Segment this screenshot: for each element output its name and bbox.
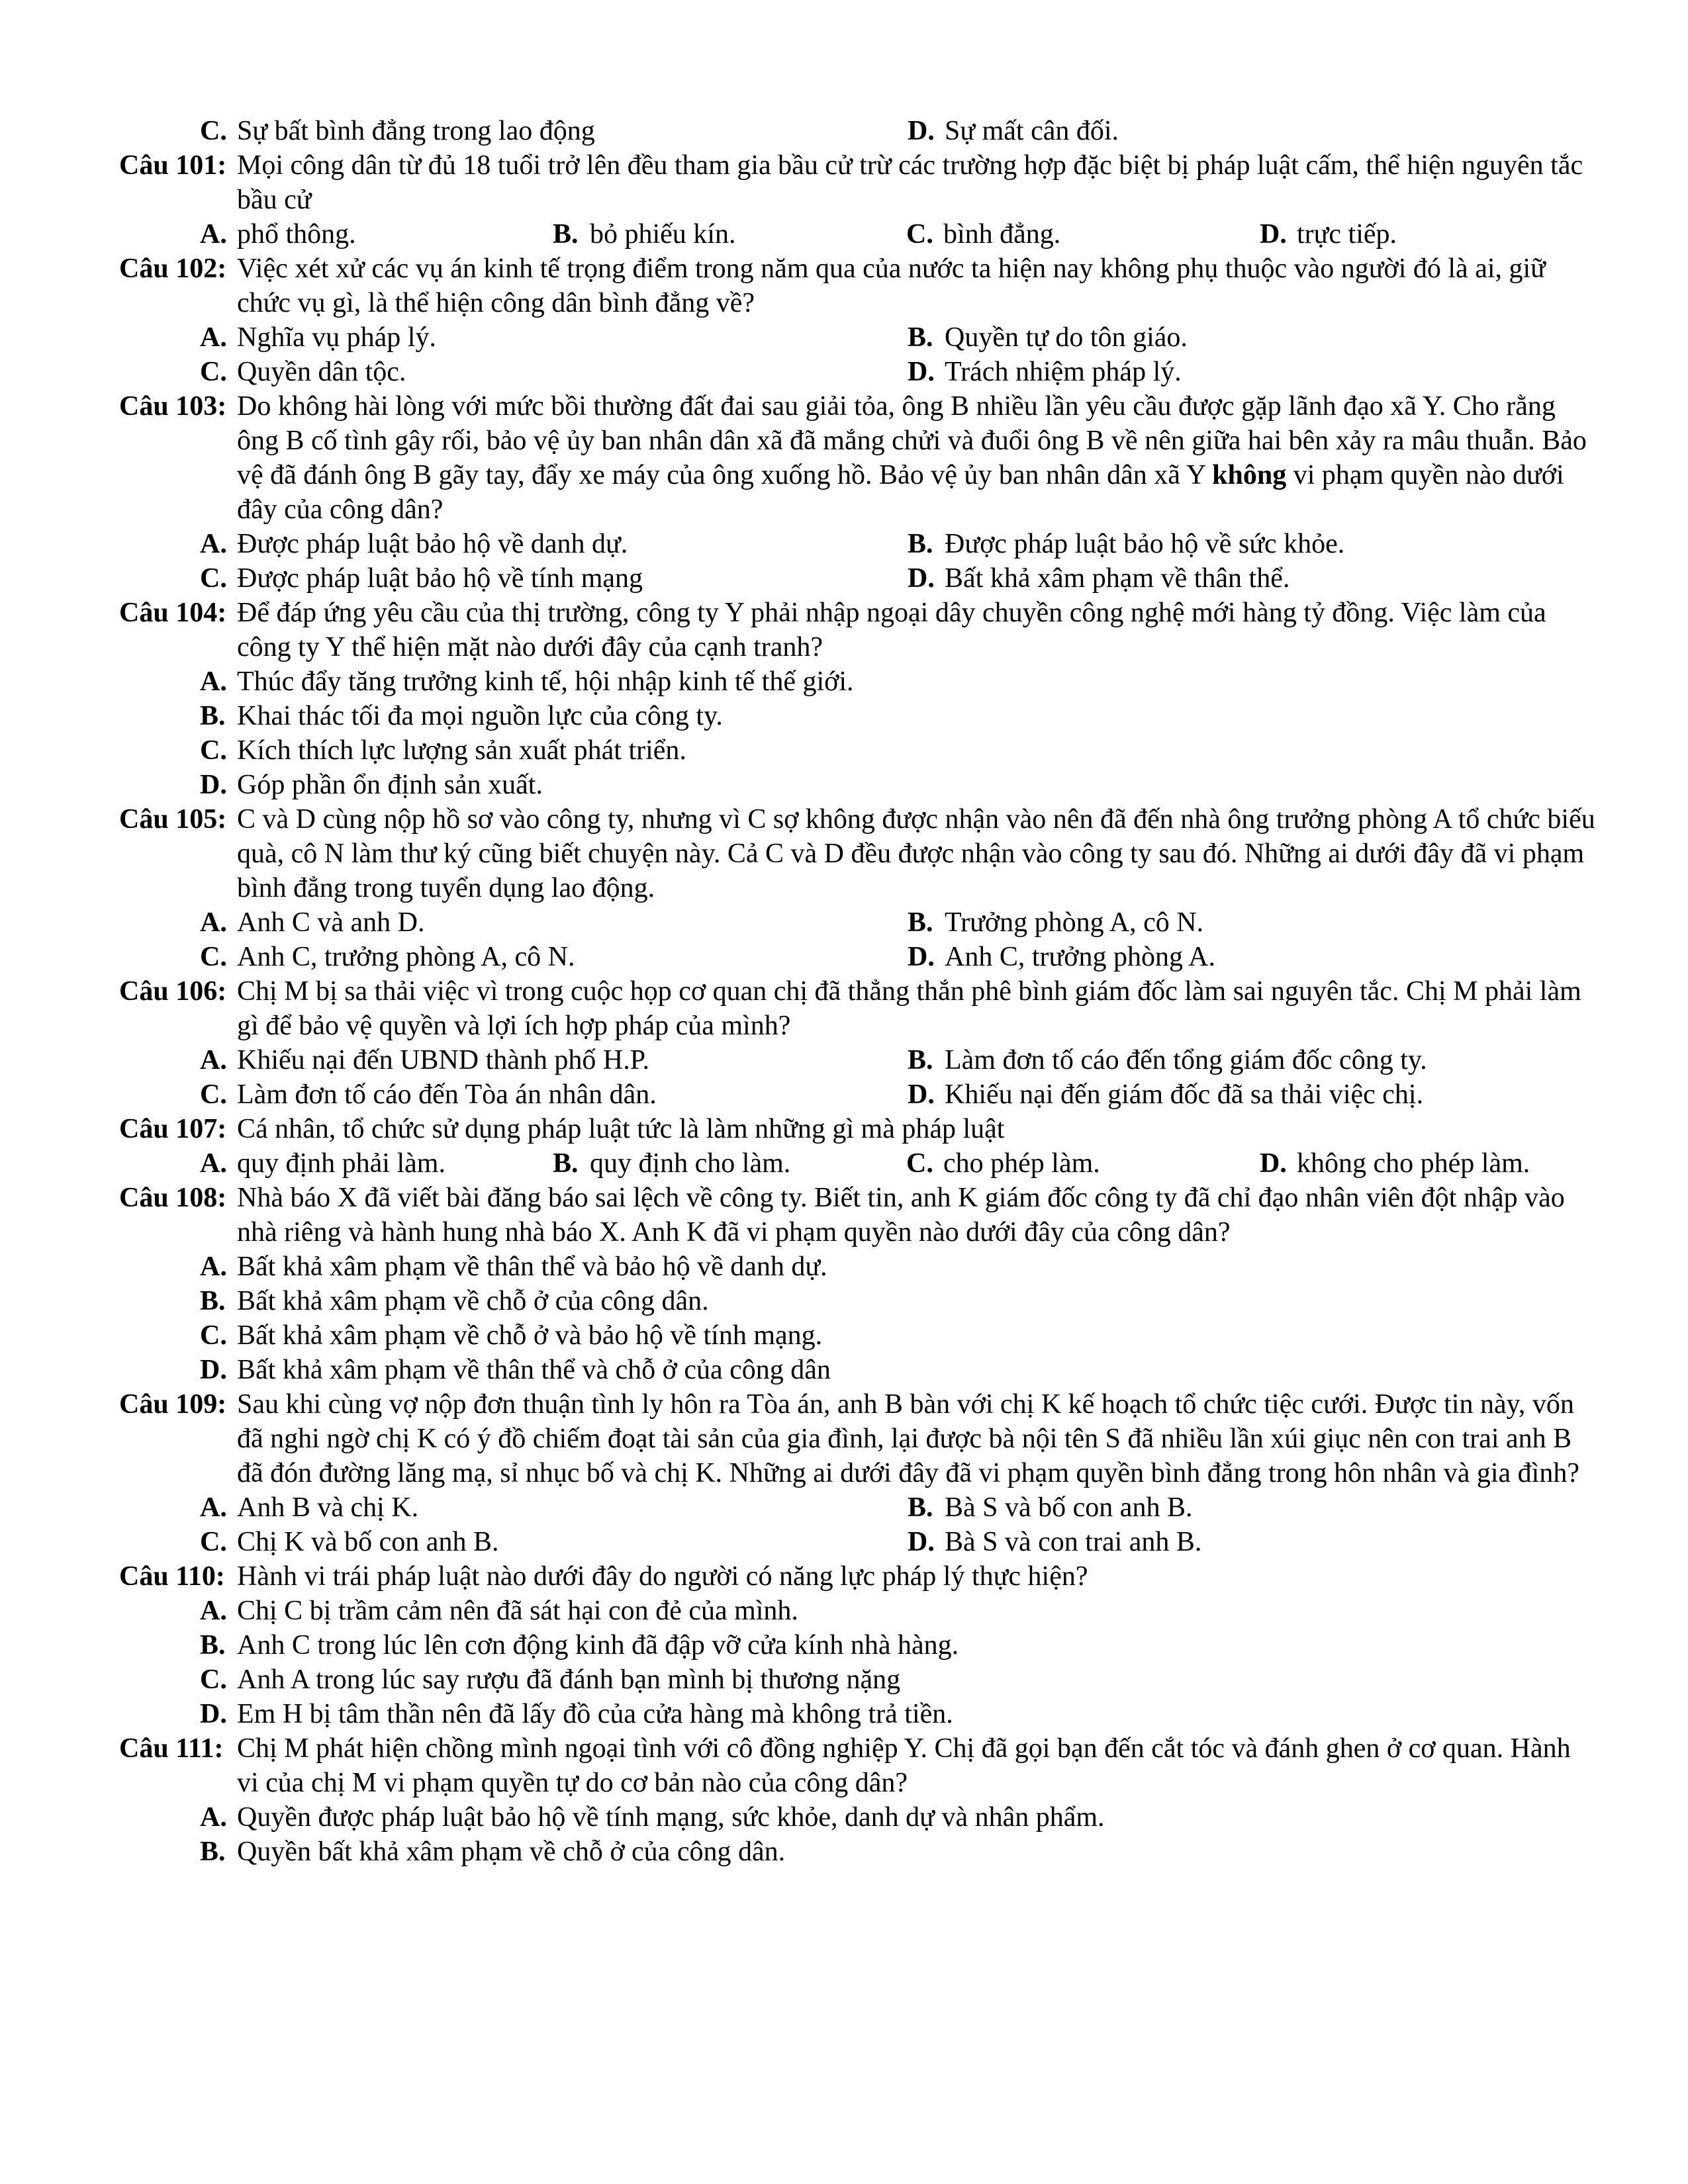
answer-option[interactable] [908,940,1615,974]
option-text: Bất khả xâm phạm về thân thể. [945,563,1290,594]
question [119,148,1595,217]
question-block [119,1731,1595,1869]
option-text: quy định cho làm. [590,1148,791,1179]
option-text: Quyền dân tộc. [237,357,406,387]
option-key: D. [908,357,935,387]
option-row [200,1043,1595,1077]
option-row [200,768,1595,802]
question-list [119,148,1595,1869]
option-row [200,320,1595,355]
option-text: Anh C trong lúc lên cơn động kinh đã đập vỡ cửa kính nhà hàng. [237,1630,959,1661]
question-number: Câu 101: [119,150,227,181]
option-text: Chị K và bố con anh B. [237,1527,499,1557]
answer-option[interactable] [200,561,908,596]
option-row [200,355,1595,389]
question-stem: Chị M bị sa thải việc vì trong cuộc họp cơ quan chị đã thẳng thắn phê bình giám đốc làm sai nguyên tắc. Chị M phải làm gì để bảo vệ quyền và lợi ích hợp pháp của mình? [237,976,1581,1041]
answer-option[interactable] [200,733,686,768]
question-stem: Cá nhân, tổ chức sử dụng pháp luật tức là làm những gì mà pháp luật [237,1114,1005,1144]
option-text: Chị C bị trầm cảm nên đã sát hại con đẻ của mình. [237,1596,798,1626]
option-row [200,1835,1595,1869]
option-d[interactable] [908,114,1615,148]
option-key: A. [200,1045,227,1075]
option-text: Quyền bất khả xâm phạm về chỗ ở của công dân. [237,1837,786,1867]
answer-option[interactable] [200,905,908,940]
question-text [237,1181,1595,1250]
question-block [119,596,1595,802]
option-text: Bất khả xâm phạm về chỗ ở và bảo hộ về tính mạng. [237,1320,823,1351]
question-number: Câu 107: [119,1114,227,1144]
question-block [119,1559,1595,1731]
option-text: Anh C, trưởng phòng A, cô N. [237,942,575,972]
option-key: D. [908,116,935,146]
option-text: cho phép làm. [943,1148,1100,1179]
option-key: A. [200,1148,227,1179]
option-key: C. [200,1527,227,1557]
option-text: Anh C và anh D. [237,907,425,938]
question-text [237,148,1595,217]
exam-page [119,114,1595,1869]
answer-option[interactable] [200,1628,959,1662]
option-key: B. [553,1148,579,1179]
option-text: Khiếu nại đến UBND thành phố H.P. [237,1045,649,1075]
option-key: C. [200,942,227,972]
question-number: Câu 106: [119,976,227,1007]
question-number: Câu 103: [119,391,227,422]
option-key: B. [908,1492,933,1523]
answer-option[interactable] [908,561,1615,596]
option-text: Quyền được pháp luật bảo hộ về tính mạng, sức khỏe, danh dự và nhân phẩm. [237,1802,1105,1833]
option-text: Góp phần ổn định sản xuất. [237,770,543,800]
option-row [200,1077,1595,1112]
answer-option[interactable] [200,1043,908,1077]
option-text: Bà S và con trai anh B. [945,1527,1202,1557]
carryover-options [200,114,1595,148]
answer-option[interactable] [553,217,906,251]
question [119,802,1595,905]
emphasis-word: không [1212,460,1287,490]
question-text [237,1112,1595,1146]
option-text: không cho phép làm. [1297,1148,1530,1179]
answer-options [200,1146,1595,1181]
answer-option[interactable] [200,320,908,355]
option-key: C. [906,1148,933,1179]
question-text [237,251,1595,320]
question-stem: C và D cùng nộp hồ sơ vào công ty, nhưng vì C sợ không được nhận vào nên đã đến nhà ông trưởng phòng A tổ chức biếu quà, cô N làm thư ký cũng biết chuyện này. Cả C và D đều được nhận vào công ty sau đó. Những ai dưới đây đã vi phạm bình đẳng trong tuyển dụng lao động. [237,804,1595,903]
question-text [237,1387,1595,1490]
question-number: Câu 111: [119,1733,224,1764]
answer-option[interactable] [200,1697,953,1731]
question [119,1731,1595,1800]
option-text: bình đẳng. [943,219,1061,250]
question-text [237,596,1595,664]
answer-option[interactable] [200,355,908,389]
option-text: Khiếu nại đến giám đốc đã sa thải việc chị. [945,1079,1424,1110]
option-row [200,1318,1595,1353]
answer-option[interactable] [200,527,908,561]
option-key: B. [908,322,933,353]
question-block [119,148,1595,251]
option-text: Anh B và chị K. [237,1492,419,1523]
option-text: Bất khả xâm phạm về thân thể và bảo hộ về danh dự. [237,1251,827,1282]
question-stem: Hành vi trái pháp luật nào dưới đây do người có năng lực pháp lý thực hiện? [237,1561,1088,1592]
question-text [237,974,1595,1043]
option-key: C. [906,219,933,250]
option-key: D. [200,1355,227,1385]
option-key: A. [200,1802,227,1833]
option-key: D. [200,770,227,800]
question-number: Câu 108: [119,1183,227,1213]
question-block [119,974,1595,1112]
option-key: B. [200,1837,226,1867]
option-text: Được pháp luật bảo hộ về danh dự. [237,529,628,559]
option-row [200,1697,1595,1731]
question-stem: Do không hài lòng với mức bồi thường đất đai sau giải tỏa, ông B nhiều lần yêu cầu được gặp lãnh đạo xã Y. Cho rằng ông B cố tình gây rối, bảo vệ ủy ban nhân dân xã đã mắng chửi và đuổi ông B về nên giữa hai bên xảy ra mâu thuẫn. Bảo vệ đã đánh ông B gãy tay, đẩy xe máy của ông xuống hồ. Bảo vệ ủy ban nhân dân xã Y [237,391,1587,490]
option-text: Sự bất bình đẳng trong lao động [237,116,595,146]
option-text: Làm đơn tố cáo đến Tòa án nhân dân. [237,1079,657,1110]
answer-option[interactable] [200,768,543,802]
option-key: C. [200,563,227,594]
question-number: Câu 110: [119,1561,225,1592]
option-key: D. [908,563,935,594]
option-text: quy định phải làm. [237,1148,445,1179]
answer-option[interactable] [200,699,723,733]
option-row [200,1146,1595,1181]
option-key: C. [200,357,227,387]
option-text: bỏ phiếu kín. [590,219,736,250]
option-key: D. [1260,1148,1287,1179]
answer-option[interactable] [200,1835,785,1869]
option-text: Thúc đẩy tăng trưởng kinh tế, hội nhập kinh tế thế giới. [237,666,854,697]
option-key: A. [200,322,227,353]
question-text [237,802,1595,905]
option-text: Trưởng phòng A, cô N. [945,907,1204,938]
option-key: A. [200,1596,227,1626]
answer-option[interactable] [200,664,854,699]
option-key: C. [200,1320,227,1351]
option-key: D. [908,1079,935,1110]
option-text: Nghĩa vụ pháp lý. [237,322,436,353]
answer-option[interactable] [908,905,1615,940]
option-row [200,1353,1595,1387]
option-row [200,1800,1595,1835]
question-block [119,802,1595,974]
answer-option[interactable] [908,1043,1615,1077]
answer-option[interactable] [908,1525,1615,1559]
answer-option[interactable] [200,1250,827,1284]
option-text: Khai thác tối đa mọi nguồn lực của công ty. [237,701,723,731]
question-number: Câu 105: [119,804,227,835]
answer-option[interactable] [200,1800,1105,1835]
question-text [237,1731,1595,1800]
option-row [200,1628,1595,1662]
answer-option[interactable] [553,1146,906,1181]
option-key: A. [200,907,227,938]
answer-options [200,527,1595,596]
question [119,596,1595,664]
answer-option[interactable] [200,1077,908,1112]
option-text: Được pháp luật bảo hộ về tính mạng [237,563,643,594]
answer-option[interactable] [200,1662,900,1697]
answer-option[interactable] [906,217,1260,251]
question [119,251,1595,320]
question-text [237,389,1595,527]
option-key: B. [553,219,579,250]
answer-options [200,1800,1595,1869]
question-text [237,1559,1595,1594]
answer-options [200,664,1595,802]
answer-option[interactable] [200,1284,709,1318]
option-key: A. [200,666,227,697]
question-block [119,1112,1595,1181]
option-text: Bất khả xâm phạm về chỗ ở của công dân. [237,1286,709,1316]
question-number: Câu 104: [119,598,227,628]
option-key: B. [908,1045,933,1075]
option-key: B. [908,529,933,559]
option-text: Bà S và bố con anh B. [945,1492,1193,1523]
option-text: Bất khả xâm phạm về thân thể và chỗ ở của công dân [237,1355,831,1385]
option-key: D. [200,1699,227,1729]
option-key: C. [200,1079,227,1110]
answer-option[interactable] [200,1525,908,1559]
question-stem: Việc xét xử các vụ án kinh tế trọng điểm trong năm qua của nước ta hiện nay không phụ thuộc vào người đó là ai, giữ chức vụ gì, là thể hiện công dân bình đẳng về? [237,253,1546,318]
option-row [200,1525,1595,1559]
option-text: phổ thông. [237,219,356,250]
option-row [200,664,1595,699]
answer-option[interactable] [908,527,1615,561]
answer-option[interactable] [200,1594,798,1628]
answer-options [200,1490,1595,1559]
answer-options [200,217,1595,251]
answer-options [200,1250,1595,1387]
question [119,1387,1595,1490]
answer-options [200,1043,1595,1112]
option-key: A. [200,1251,227,1282]
option-text: Anh A trong lúc say rượu đã đánh bạn mình bị thương nặng [237,1664,901,1695]
option-key: B. [200,1286,226,1316]
option-text: Làm đơn tố cáo đến tổng giám đốc công ty. [945,1045,1427,1075]
answer-option[interactable] [1260,1146,1613,1181]
option-text: Anh C, trưởng phòng A. [945,942,1215,972]
answer-option[interactable] [200,1318,822,1353]
question-stem: Mọi công dân từ đủ 18 tuổi trở lên đều tham gia bầu cử trừ các trường hợp đặc biệt bị pháp luật cấm, thể hiện nguyên tắc bầu cử [237,150,1583,215]
answer-option[interactable] [1260,217,1613,251]
answer-option[interactable] [908,1077,1615,1112]
answer-options [200,320,1595,389]
answer-option[interactable] [200,217,553,251]
option-text: Quyền tự do tôn giáo. [945,322,1188,353]
option-row [200,1490,1595,1525]
question [119,1112,1595,1146]
answer-options [200,905,1595,974]
option-key: B. [200,1630,226,1661]
option-key: C. [200,1664,227,1695]
option-key: A. [200,529,227,559]
question-stem: Nhà báo X đã viết bài đăng báo sai lệch về công ty. Biết tin, anh K giám đốc công ty đã chỉ đạo nhân viên đột nhập vào nhà riêng và hành hung nhà báo X. Anh K đã vi phạm quyền nào dưới đây của công dân? [237,1183,1565,1248]
answer-option[interactable] [200,940,908,974]
option-row [200,733,1595,768]
option-c[interactable] [200,114,908,148]
question [119,1181,1595,1250]
option-row [200,217,1595,251]
question-number: Câu 109: [119,1389,227,1420]
answer-option[interactable] [200,1353,831,1387]
option-key: D. [908,1527,935,1557]
option-row [200,1284,1595,1318]
question-block [119,251,1595,389]
question-stem: Sau khi cùng vợ nộp đơn thuận tình ly hôn ra Tòa án, anh B bàn với chị K kế hoạch tổ chức tiệc cưới. Được tin này, vốn đã nghi ngờ chị K có ý đồ chiếm đoạt tài sản của gia đình, lại được bà nội tên S đã nhiều lần xúi giục nên con trai anh B đã đón đường lăng mạ, sỉ nhục bố và chị K. Những ai dưới đây đã vi phạm quyền bình đẳng trong hôn nhân và gia đình? [237,1389,1579,1488]
option-row [200,905,1595,940]
question-block [119,1181,1595,1387]
question-stem: Để đáp ứng yêu cầu của thị trường, công ty Y phải nhập ngoại dây chuyền công nghệ mới hàng tỷ đồng. Việc làm của công ty Y thể hiện mặt nào dưới đây của cạnh tranh? [237,598,1546,662]
option-row [200,1250,1595,1284]
option-row [200,1594,1595,1628]
question-stem: Chị M phát hiện chồng mình ngoại tình với cô đồng nghiệp Y. Chị đã gọi bạn đến cắt tóc và đánh ghen ở cơ quan. Hành vi của chị M vi phạm quyền tự do cơ bản nào của công dân? [237,1733,1571,1798]
option-key: D. [908,942,935,972]
answer-option[interactable] [906,1146,1260,1181]
option-text: Kích thích lực lượng sản xuất phát triển. [237,735,686,766]
answer-option[interactable] [908,355,1615,389]
option-text: Sự mất cân đối. [945,116,1119,146]
option-text: Trách nhiệm pháp lý. [945,357,1182,387]
question-stem-tail: vi phạm quyền nào dưới đây của công dân? [237,460,1564,525]
option-row [200,940,1595,974]
option-text: Em H bị tâm thần nên đã lấy đồ của cửa hàng mà không trả tiền. [237,1699,953,1729]
option-row [200,561,1595,596]
question-number: Câu 102: [119,253,227,284]
option-key: C. [200,116,227,146]
option-key: A. [200,1492,227,1523]
answer-option[interactable] [200,1146,553,1181]
option-row [200,527,1595,561]
question [119,1559,1595,1594]
option-row [200,699,1595,733]
question [119,389,1595,527]
option-key: C. [200,735,227,766]
answer-options [200,1594,1595,1731]
answer-option[interactable] [908,1490,1615,1525]
option-key: B. [200,701,226,731]
answer-option[interactable] [908,320,1615,355]
option-key: D. [1260,219,1287,250]
option-key: A. [200,219,227,250]
option-text: Được pháp luật bảo hộ về sức khỏe. [945,529,1345,559]
answer-option[interactable] [200,1490,908,1525]
question-block [119,389,1595,596]
option-row [200,1662,1595,1697]
question-block [119,1387,1595,1559]
option-key: B. [908,907,933,938]
question [119,974,1595,1043]
option-text: trực tiếp. [1297,219,1397,250]
